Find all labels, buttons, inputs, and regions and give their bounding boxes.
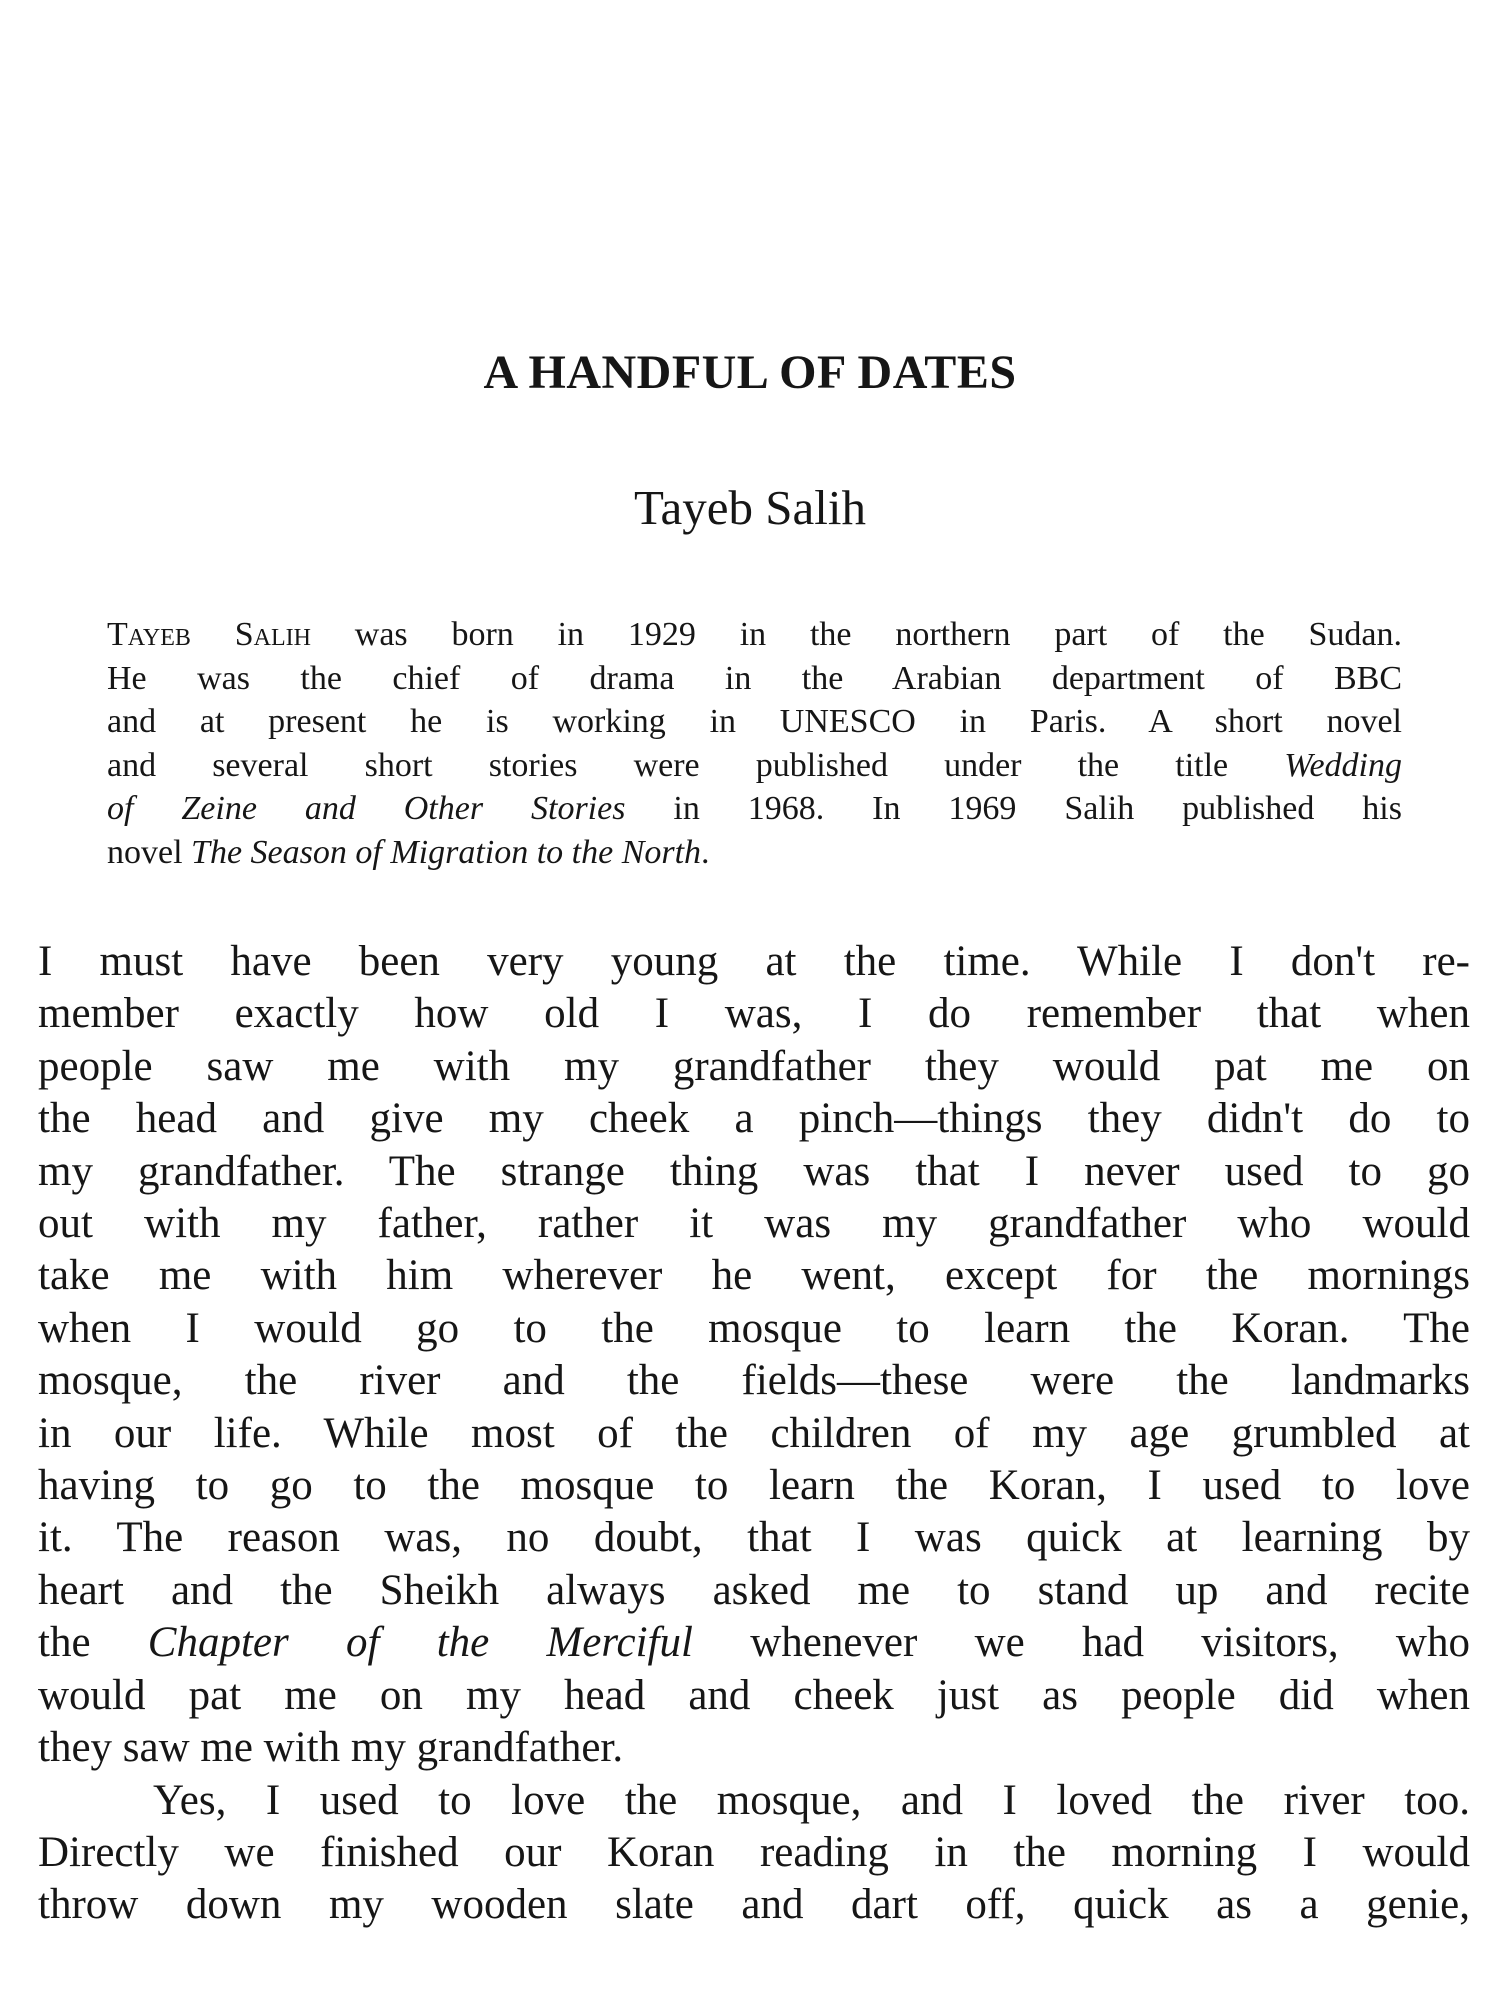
text-line: my grandfather. The strange thing was that I never used to go <box>38 1147 1470 1195</box>
story-title: A HANDFUL OF DATES <box>483 346 1017 399</box>
text-line: throw down my wooden slate and dart off, quick as a genie, <box>38 1881 1470 1929</box>
text-line: would pat me on my head and cheek just as people did when <box>38 1671 1470 1719</box>
text-line: take me with him wherever he went, except for the mornings <box>38 1252 1470 1300</box>
book-title: of Zeine and Other Stories <box>107 790 626 827</box>
text-line: member exactly how old I was, I do remember that when <box>38 990 1470 1038</box>
bio-line: and at present he is working in UNESCO in Paris. A short novel <box>107 703 1402 740</box>
text-line: heart and the Sheikh always asked me to stand up and recite <box>38 1566 1470 1614</box>
bio-line: of Zeine and Other Stories in 1968. In 1969 Salih published his <box>107 790 1402 827</box>
text-line: the Chapter of the Merciful whenever we had visitors, who <box>38 1619 1470 1667</box>
bio-line: novel The Season of Migration to the North. <box>107 833 710 871</box>
text-line: out with my father, rather it was my grandfather who would <box>38 1200 1470 1248</box>
text-line: Yes, I used to love the mosque, and I loved the river too. <box>153 1776 1470 1824</box>
text-line: in our life. While most of the children of my age grumbled at <box>38 1409 1470 1457</box>
text-line: the head and give my cheek a pinch—things they didn't do to <box>38 1095 1470 1143</box>
novel-title: The Season of Migration to the North <box>191 833 702 871</box>
text-line: having to go to the mosque to learn the Koran, I used to love <box>38 1462 1470 1510</box>
chapter-title: Chapter of the Merciful <box>147 1619 693 1667</box>
text-line: Directly we finished our Koran reading in the morning I would <box>38 1828 1470 1876</box>
text-line: people saw me with my grandfather they would pat me on <box>38 1042 1470 1090</box>
author-bio <box>107 613 1402 874</box>
text-line: it. The reason was, no doubt, that I was quick at learning by <box>38 1514 1470 1562</box>
bio-line: Tayeb Salih was born in 1929 in the northern part of the Sudan. <box>107 616 1403 653</box>
bio-line: He was the chief of drama in the Arabian department of BBC <box>107 659 1402 697</box>
text-line: they saw me with my grandfather. <box>38 1724 624 1772</box>
bio-line: and several short stories were published under the title Wedding <box>107 746 1402 784</box>
bio-author-name: Tayeb Salih <box>107 616 311 653</box>
book-title: Wedding <box>1284 746 1402 784</box>
text-line: I must have been very young at the time. While I don't re- <box>38 938 1470 985</box>
author-name: Tayeb Salih <box>634 480 866 535</box>
story-text <box>38 936 1470 1932</box>
text-line: mosque, the river and the fields—these were the landmarks <box>38 1357 1470 1405</box>
text-line: when I would go to the mosque to learn the Koran. The <box>38 1304 1470 1352</box>
